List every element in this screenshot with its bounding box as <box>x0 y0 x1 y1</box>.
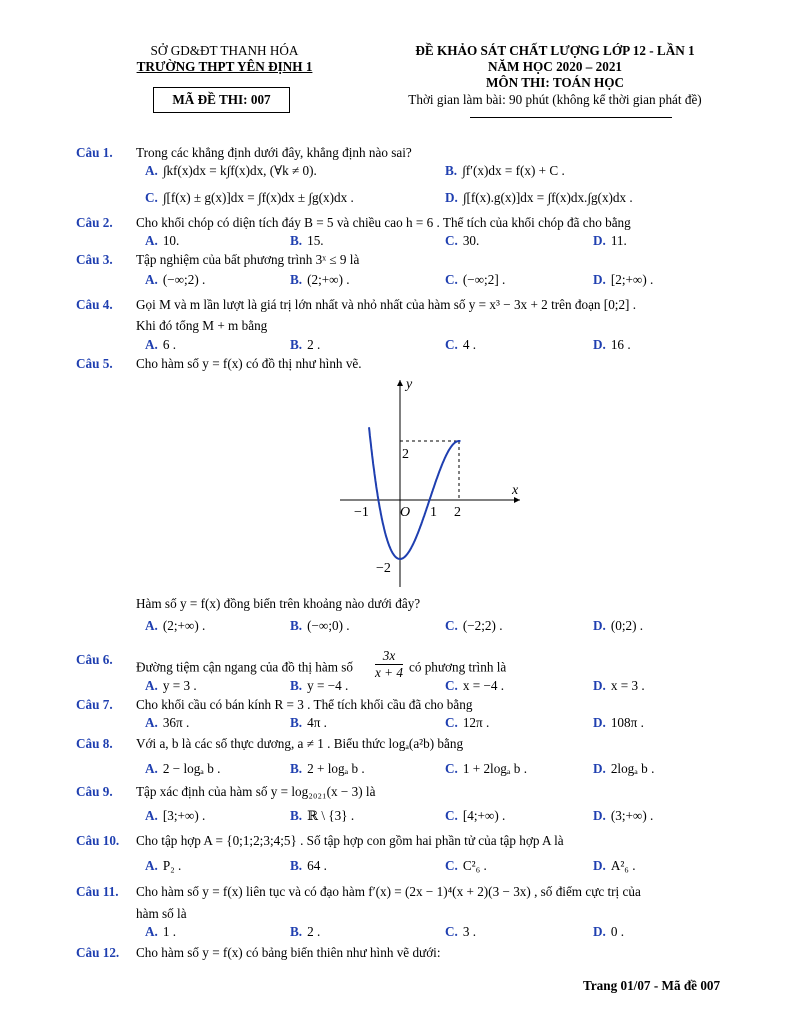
answer-option[interactable] <box>445 678 504 694</box>
option-label: B. <box>290 761 303 776</box>
answer-option[interactable] <box>145 715 189 731</box>
option-text: 11. <box>610 233 627 248</box>
answer-option[interactable] <box>445 272 505 288</box>
answer-option[interactable] <box>593 337 631 353</box>
option-text: P₂ . <box>162 858 182 873</box>
question-text: Tập nghiệm của bất phương trình 3ˣ ≤ 9 là <box>136 252 360 267</box>
option-label: C. <box>445 618 458 633</box>
option-text: y = −4 . <box>307 678 349 693</box>
x-axis-label: x <box>512 483 519 498</box>
tick-x-2: 2 <box>454 505 461 520</box>
answer-option[interactable] <box>593 715 644 731</box>
function-graph <box>330 372 530 592</box>
answer-option[interactable] <box>445 337 476 353</box>
option-label: C. <box>145 190 158 205</box>
exam-code-box: MÃ ĐỀ THI: 007 <box>153 87 290 113</box>
answer-option[interactable] <box>145 761 220 777</box>
option-text: 2 − logₐ b . <box>162 761 221 776</box>
question-text: Tập xác định của hàm số y = log₂₀₂₁(x − 3) là <box>136 784 376 799</box>
option-label: A. <box>145 924 158 939</box>
question-text: Gọi M và m lần lượt là giá trị lớn nhất và nhỏ nhất của hàm số y = x³ − 3x + 2 trên đoạn [0;2] . <box>136 297 637 312</box>
option-text: (−∞;2] . <box>462 272 506 287</box>
option-label: A. <box>145 618 158 633</box>
option-label: D. <box>593 337 606 352</box>
question-text: Cho hàm số y = f(x) liên tục và có đạo hàm f′(x) = (2x − 1)⁴(x + 2)(3 − 3x) , số điểm cực trị của <box>136 884 641 899</box>
answer-option[interactable] <box>145 337 176 353</box>
option-text: 2logₐ b . <box>610 761 655 776</box>
option-text: 64 . <box>307 858 327 873</box>
option-text: 36π . <box>162 715 190 730</box>
question-number: Câu 6. <box>76 652 113 667</box>
option-text: 0 . <box>610 924 625 939</box>
option-text: 16 . <box>610 337 631 352</box>
option-label: D. <box>593 272 606 287</box>
question-number: Câu 8. <box>76 736 113 751</box>
option-label: D. <box>593 808 606 823</box>
answer-option[interactable] <box>445 924 476 940</box>
option-text: ∫f′(x)dx = f(x) + C . <box>462 163 565 178</box>
option-text: 15. <box>307 233 324 248</box>
option-label: A. <box>145 272 158 287</box>
fraction-denominator: x + 4 <box>375 665 403 680</box>
answer-option[interactable] <box>290 808 354 824</box>
option-label: D. <box>593 618 606 633</box>
answer-option[interactable] <box>145 678 197 694</box>
option-text: 1 + 2logₐ b . <box>462 761 527 776</box>
option-label: B. <box>290 678 303 693</box>
answer-option[interactable] <box>445 190 633 206</box>
answer-option[interactable] <box>290 924 320 940</box>
option-text: 4π . <box>307 715 327 730</box>
question-number: Câu 12. <box>76 945 120 960</box>
question-text: Cho hàm số y = f(x) có bảng biến thiên như hình vẽ dưới: <box>136 945 441 960</box>
option-text: (3;+∞) . <box>610 808 654 823</box>
option-text: ∫[f(x) ± g(x)]dx = ∫f(x)dx ± ∫g(x)dx . <box>162 190 354 205</box>
question-number: Câu 4. <box>76 297 113 312</box>
option-text: x = −4 . <box>462 678 505 693</box>
time-limit: Thời gian làm bài: 90 phút (không kể thời gian phát đề) <box>408 92 702 107</box>
question-text: Với a, b là các số thực dương, a ≠ 1 . Biểu thức logₐ(a²b) bằng <box>136 736 464 751</box>
option-label: C. <box>445 924 458 939</box>
answer-option[interactable] <box>445 715 489 731</box>
answer-option[interactable] <box>445 618 503 634</box>
option-text: ℝ \ {3} . <box>307 808 355 823</box>
option-label: C. <box>445 678 458 693</box>
question-text: Cho hàm số y = f(x) có đồ thị như hình vẽ. <box>136 356 362 371</box>
option-text: 108π . <box>610 715 644 730</box>
option-label: D. <box>593 678 606 693</box>
option-label: A. <box>145 761 158 776</box>
question-text-continued: Hàm số y = f(x) đồng biến trên khoảng nào dưới đây? <box>136 596 421 611</box>
option-text: [3;+∞) . <box>162 808 206 823</box>
answer-option[interactable] <box>290 618 350 634</box>
question-text-continued: Khi đó tổng M + m bằng <box>136 318 268 333</box>
option-label: C. <box>445 233 458 248</box>
question-number: Câu 10. <box>76 833 120 848</box>
option-text: 2 . <box>307 337 321 352</box>
school-name: TRƯỜNG THPT YÊN ĐỊNH 1 <box>136 59 313 74</box>
answer-option[interactable] <box>145 233 179 249</box>
option-text: ∫[f(x).g(x)]dx = ∫f(x)dx.∫g(x)dx . <box>462 190 633 205</box>
option-text: 2 . <box>307 924 321 939</box>
fraction <box>375 648 403 681</box>
answer-option[interactable] <box>593 233 627 249</box>
answer-option[interactable] <box>445 808 505 824</box>
option-text: 10. <box>162 233 180 248</box>
option-label: D. <box>445 190 458 205</box>
option-text: x = 3 . <box>610 678 645 693</box>
answer-option[interactable] <box>290 858 327 874</box>
question-text: Cho khối cầu có bán kính R = 3 . Thể tích khối cầu đã cho bằng <box>136 697 473 712</box>
option-text: (−2;2) . <box>462 618 503 633</box>
question-text-part: có phương trình là <box>408 659 507 675</box>
answer-option[interactable] <box>593 858 636 874</box>
question-number: Câu 1. <box>76 145 113 160</box>
page-footer: Trang 01/07 - Mã đề 007 <box>583 978 721 993</box>
subject: MÔN THI: TOÁN HỌC <box>485 75 625 90</box>
question-text: Cho tập hợp A = {0;1;2;3;4;5} . Số tập hợp con gồm hai phần tử của tập hợp A là <box>136 833 564 848</box>
tick-y-2: 2 <box>402 447 409 462</box>
option-text: (2;+∞) . <box>162 618 206 633</box>
option-label: C. <box>445 761 458 776</box>
option-label: C. <box>445 808 458 823</box>
answer-option[interactable] <box>290 715 327 731</box>
option-text: (−∞;0) . <box>307 618 350 633</box>
answer-option[interactable] <box>145 924 176 940</box>
option-label: D. <box>593 858 606 873</box>
option-label: D. <box>593 924 606 939</box>
header-rule <box>470 117 672 118</box>
question-number: Câu 11. <box>76 884 119 899</box>
option-text: (−∞;2) . <box>162 272 206 287</box>
option-label: B. <box>290 233 303 248</box>
answer-option[interactable] <box>593 924 624 940</box>
option-text: (2;+∞) . <box>307 272 350 287</box>
option-text: (0;2) . <box>610 618 644 633</box>
option-label: B. <box>290 715 303 730</box>
question-text-part: Đường tiệm cận ngang của đồ thị hàm số <box>136 659 354 675</box>
question-text-continued: hàm số là <box>136 906 187 921</box>
answer-option[interactable] <box>593 808 653 824</box>
option-text: C²₆ . <box>462 858 487 873</box>
option-label: D. <box>593 715 606 730</box>
option-text: A²₆ . <box>610 858 636 873</box>
answer-option[interactable] <box>145 618 205 634</box>
answer-option[interactable] <box>290 272 350 288</box>
option-text: 1 . <box>162 924 177 939</box>
question-number: Câu 9. <box>76 784 113 799</box>
option-label: C. <box>445 337 458 352</box>
tick-y-neg2: −2 <box>376 561 391 576</box>
answer-option[interactable] <box>290 761 365 777</box>
option-text: [2;+∞) . <box>610 272 654 287</box>
question-text: Cho khối chóp có diện tích đáy B = 5 và chiều cao h = 6 . Thể tích của khối chóp đã cho bằng <box>136 215 631 230</box>
answer-option[interactable] <box>145 858 181 874</box>
option-label: A. <box>145 233 158 248</box>
question-number: Câu 7. <box>76 697 113 712</box>
answer-option[interactable] <box>145 272 205 288</box>
option-label: D. <box>593 761 606 776</box>
answer-option[interactable] <box>593 272 653 288</box>
answer-option[interactable] <box>290 337 320 353</box>
option-label: B. <box>290 337 303 352</box>
school-year: NĂM HỌC 2020 – 2021 <box>487 59 623 74</box>
answer-option[interactable] <box>593 678 645 694</box>
option-label: A. <box>145 337 158 352</box>
option-label: A. <box>145 715 158 730</box>
question-number: Câu 2. <box>76 215 113 230</box>
answer-option[interactable] <box>145 163 317 179</box>
option-label: A. <box>145 808 158 823</box>
tick-x-1: 1 <box>430 505 437 520</box>
answer-option[interactable] <box>445 761 527 777</box>
option-label: B. <box>290 808 303 823</box>
option-label: B. <box>290 618 303 633</box>
option-text: 30. <box>462 233 480 248</box>
option-text: [4;+∞) . <box>462 808 506 823</box>
question-number: Câu 3. <box>76 252 113 267</box>
option-label: A. <box>145 858 158 873</box>
origin-label: O <box>400 505 411 520</box>
question-text: Trong các khẳng định dưới đây, khẳng định nào sai? <box>136 145 412 160</box>
option-text: 12π . <box>462 715 490 730</box>
option-text: y = 3 . <box>162 678 197 693</box>
option-label: B. <box>290 924 303 939</box>
fraction-numerator: 3x <box>375 648 403 665</box>
function-curve <box>369 427 461 559</box>
answer-option[interactable] <box>290 233 324 249</box>
option-label: A. <box>145 678 158 693</box>
answer-option[interactable] <box>145 190 354 206</box>
option-text: 3 . <box>462 924 477 939</box>
department-name: SỞ GD&ĐT THANH HÓA <box>150 43 299 58</box>
option-label: C. <box>445 858 458 873</box>
option-label: B. <box>445 163 458 178</box>
option-label: B. <box>290 858 303 873</box>
option-label: C. <box>445 715 458 730</box>
option-label: C. <box>445 272 458 287</box>
exam-title: ĐỀ KHẢO SÁT CHẤT LƯỢNG LỚP 12 - LẦN 1 <box>415 43 695 58</box>
question-number: Câu 5. <box>76 356 113 371</box>
answer-option[interactable] <box>593 618 643 634</box>
option-label: D. <box>593 233 606 248</box>
answer-option[interactable] <box>145 808 205 824</box>
option-label: B. <box>290 272 303 287</box>
tick-x-neg1: −1 <box>354 505 369 520</box>
y-axis-label: y <box>406 377 413 392</box>
answer-option[interactable] <box>593 761 654 777</box>
option-text: 4 . <box>462 337 477 352</box>
answer-option[interactable] <box>445 233 479 249</box>
option-text: 2 + logₐ b . <box>307 761 365 776</box>
option-label: A. <box>145 163 158 178</box>
answer-option[interactable] <box>445 163 565 179</box>
answer-option[interactable] <box>445 858 487 874</box>
option-text: ∫kf(x)dx = k∫f(x)dx, (∀k ≠ 0). <box>162 163 317 178</box>
option-text: 6 . <box>162 337 177 352</box>
answer-option[interactable] <box>290 678 348 694</box>
